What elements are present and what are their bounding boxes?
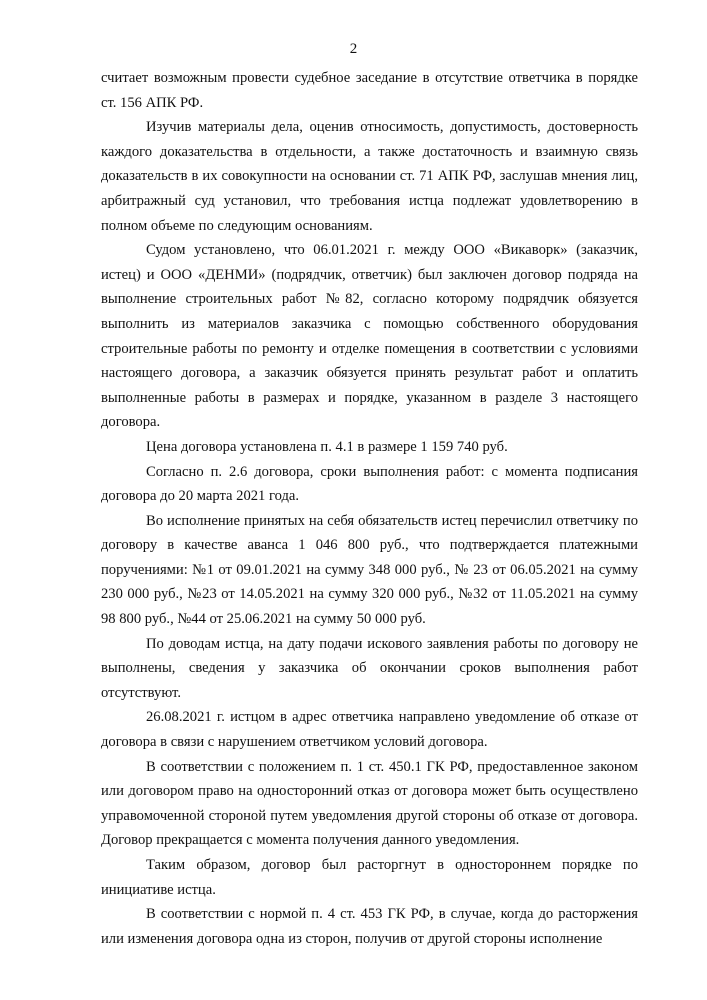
paragraph-work-deadline: Согласно п. 2.6 договора, сроки выполнения работ: с момента подписания договора до 20 марта 2021 года. [101, 463, 638, 505]
paragraph-contract-concluded: Судом установлено, что 06.01.2021 г. между ООО «Викаворк» (заказчик, истец) и ООО «ДЕНМИ» (подрядчик, ответчик) был заключен договор подряда на выполнение строительных работ №82, согласно которому подрядчик обязуется выполнить из материалов заказчика с помощью собственного оборудования строительные работы по ремонту и отделке помещения в соответствии с условиями настоящего договора, а заказчик обязуется принять результат работ и оплатить выполненные работы в размерах и порядке, указанном в разделе 3 настоящего договора. [101, 242, 638, 431]
paragraph-contract-price: Цена договора установлена п. 4.1 в размере 1 159 740 руб. [146, 438, 508, 455]
paragraph-continuation: считает возможным провести судебное заседание в отсутствие ответчика в порядке ст. 156 АПК РФ. [101, 70, 638, 111]
paragraph-work-not-done: По доводам истца, на дату подачи искового заявления работы по договору не выполнены, сведения у заказчика об окончании сроков выполнения работ отсутствуют. [101, 635, 638, 701]
page-number: 2 [349, 41, 358, 57]
paragraph-evaluation: Изучив материалы дела, оценив относимость, допустимость, достоверность каждого доказательства в отдельности, а также достаточность и взаимную связь доказательств в их совокупности на основании ст. 71 АПК РФ, заслушав мнения лиц, арбитражный суд установил, что требования истца подлежат удовлетворению в полном объеме по следующим основаниям. [101, 119, 638, 234]
paragraph-refusal-notice: 26.08.2021 г. истцом в адрес ответчика направлено уведомление об отказе от договора в связи с нарушением ответчиком условий договора. [101, 709, 638, 751]
paragraph-article-453: В соответствии с нормой п. 4 ст. 453 ГК РФ, в случае, когда до расторжения или изменения договора одна из сторон, получив от другой стороны исполнение [101, 906, 638, 947]
paragraph-article-450-1: В соответствии с положением п. 1 ст. 450.1 ГК РФ, предоставленное законом или договором право на односторонний отказ от договора может быть осуществлено управомоченной стороной путем уведомления другой стороны об отказе от договора. Договор прекращается с момента получения данного уведомления. [101, 758, 638, 849]
paragraph-contract-terminated: Таким образом, договор был расторгнут в одностороннем порядке по инициативе истца. [101, 857, 638, 898]
document-body [101, 66, 638, 951]
paragraph-advance-payments: Во исполнение принятых на себя обязательств истец перечислил ответчику по договору в качестве аванса 1 046 800 руб., что подтверждается платежными поручениями: №1 от 09.01.2021 на сумму 348 000 руб., № 23 от 06.05.2021 на сумму 230 000 руб., №23 от 14.05.2021 на сумму 320 000 руб., №32 от 11.05.2021 на сумму 98 800 руб., №44 от 25.06.2021 на сумму 50 000 руб. [101, 512, 638, 628]
